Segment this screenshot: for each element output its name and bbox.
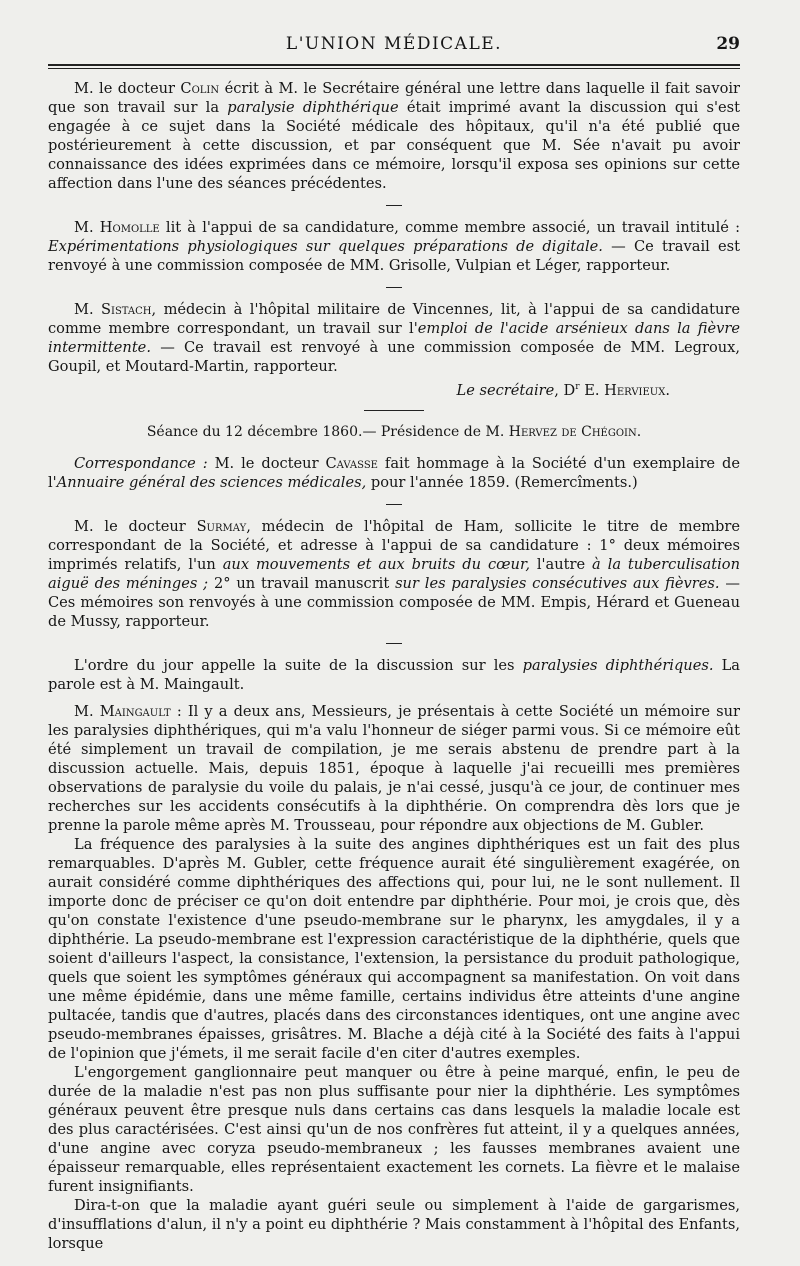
- header-rule: [48, 64, 740, 69]
- paragraph-sistach: M. Sistach, médecin à l'hôpital militaire de Vincennes, lit, à l'appui de sa candidature comme membre correspondant, un travail sur l'emploi de l'acide arsénieux dans la fièvre intermittente. — Ce travail est renvoyé à une commission composée de MM. Legroux, Goupil, et Moutard-Martin, rapporteur.: [48, 301, 740, 375]
- seance-heading: Séance du 12 décembre 1860.— Présidence de M. Hervez de Chégoin.: [146, 423, 642, 440]
- page-header: [48, 32, 740, 56]
- running-title: L'UNION MÉDICALE.: [285, 34, 503, 54]
- paragraph-colin: M. le docteur Colin écrit à M. le Secrétaire général une lettre dans laquelle il fait savoir que son travail sur la paralysie diphthérique était imprimé avant la discussion qui s'est engagée à ce sujet dans la Société médicale des hôpitaux, qu'il n'a été publié que postérieurement à cette discussion, et par conséquent que M. Sée n'avait pu avoir connaissance des idées exprimées dans ce mémoire, lorsqu'il exposa ses opinions sur cette affection dans l'une des séances précédentes.: [48, 80, 740, 192]
- author-name: Sistach: [101, 301, 152, 318]
- author-name: Surmay: [196, 517, 247, 535]
- separator-dash: [386, 205, 402, 206]
- author-name: Maingault: [99, 702, 171, 720]
- paragraph-engorgement: L'engorgement ganglionnaire peut manquer ou être à peine marqué, enfin, le peu de durée de la maladie n'est pas non plus suffisante pour nier la diphthérie. Les symptômes généraux peuvent être presque nuls dans certains cas dans lesquels la maladie locale est des plus caractérisées. C'est ainsi qu'un de nos confrères fut atteint, il y a quelques années, d'une angine avec coryza pseudo-membraneux ; les fausses membranes avaient une épaisseur remarquable, elles représentaient exactement les cornets. La fièvre et le malaise furent insignifiants.: [48, 1063, 740, 1195]
- paragraph-frequence: La fréquence des paralysies à la suite des angines diphthériques est un fait des plus remarquables. D'après M. Gubler, cette fréquence aurait été singulièrement exagérée, on aurait considéré comme diphthériques des affections qui, pour lui, ne le sont nullement. Il importe donc de préciser ce qu'on doit entendre par diphthérie. Pour moi, je crois que, dès qu'on constate l'existence d'une pseudo-membrane sur le pharynx, les amygdales, il y a diphthérie. La pseudo-membrane est l'expression caractéristique de la diphthérie, quels que soient d'ailleurs l'aspect, la consistance, l'extension, la persistance du produit pathologique, quels que soient les symptômes généraux qui accompagnent sa manifestation. On voit dans une même épidémie, dans une même famille, certains individus être atteints d'une angine pultacée, tandis que d'autres, placés dans des circonstances identiques, ont une angine avec pseudo-membranes épaisses, grisâtres. M. Blache a déjà cité à la Société des faits à l'appui de l'opinion que j'émets, il me serait facile d'en citer d'autres exemples.: [48, 835, 740, 1062]
- author-name: Colin: [180, 80, 220, 97]
- paragraph-homolle: M. Homolle lit à l'appui de sa candidature, comme membre associé, un travail intitulé : Expérimentations physiologiques sur quelques préparations de digitale. — Ce travail est renvoyé à une commission composée de MM. Grisolle, Vulpian et Léger, rapporteur.: [48, 219, 741, 274]
- paragraph-dira-t-on: Dira-t-on que la maladie ayant guéri seule ou simplement à l'aide de gargarismes, d'insufflations d'alun, il n'y a point eu diphthérie ? Mais constamment à l'hôpital des Enfants, lorsque: [48, 1196, 740, 1252]
- separator-dash: [386, 504, 402, 505]
- paragraph-ordre-du-jour: L'ordre du jour appelle la suite de la discussion sur les paralysies diphthériques. La parole est à M. Maingault.: [48, 656, 741, 693]
- separator-dash: [386, 287, 402, 288]
- secretary-signature: Le secrétaire, $D^r$ E. Hervieux.: [456, 381, 670, 399]
- author-name: Cavasse: [325, 454, 378, 472]
- paragraph-surmay: M. le docteur Surmay, médecin de l'hôpital de Ham, sollicite le titre de membre correspondant de la Société, et adresse à l'appui de sa candidature : 1° deux mémoires imprimés relatifs, l'un aux mouvements et aux bruits du cœur, l'autre à la tuberculisation aiguë des méninges ; 2° un travail manuscrit sur les paralysies consécutives aux fièvres. — Ces mémoires son renvoyés à une commission composée de MM. Empis, Hérard et Gueneau de Mussy, rapporteur.: [48, 517, 740, 630]
- paragraph-maingault: M. Maingault : Il y a deux ans, Messieurs, je présentais à cette Société un mémoire sur les paralysies diphthériques, qui m'a valu l'honneur de siéger parmi vous. Si ce mémoire eût été simplement un travail de compilation, je me serais abstenu de prendre part à la discussion actuelle. Mais, depuis 1851, époque à laquelle j'ai recueilli mes premières observations de paralysie du voile du palais, je n'ai cessé, jusqu'à ce jour, de continuer mes recherches sur les accidents consécutifs à la diphthérie. On comprendra dès lors que je prenne la parole même après M. Trousseau, pour répondre aux objections de M. Gubler.: [48, 702, 740, 834]
- separator-dash: [386, 643, 402, 644]
- section-rule: [364, 410, 424, 411]
- page-number: 29: [716, 34, 740, 54]
- author-name: Homolle: [99, 219, 160, 236]
- paragraph-correspondance: Correspondance : M. le docteur Cavasse fait hommage à la Société d'un exemplaire de l'Annuaire général des sciences médicales, pour l'année 1859. (Remercîments.): [48, 454, 740, 491]
